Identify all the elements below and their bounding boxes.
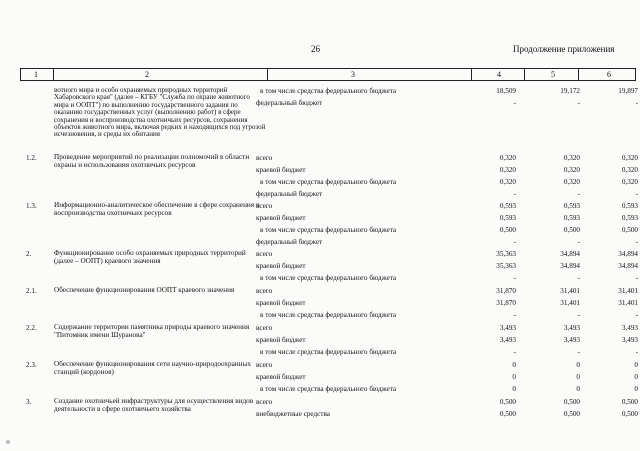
funding-line [20, 373, 636, 384]
value-col6: 3,493 [621, 324, 638, 332]
value-col5: - [577, 190, 580, 198]
value-col5: 0,320 [563, 178, 580, 186]
value-col4: - [513, 99, 516, 107]
value-col6: - [635, 99, 638, 107]
column-header: 3 [351, 70, 355, 79]
funding-line [20, 262, 636, 273]
funding-source: всего [256, 202, 273, 210]
value-col6: 0,593 [621, 202, 638, 210]
value-col4: 0,320 [499, 178, 516, 186]
value-col5: 34,894 [560, 262, 580, 270]
funding-line [20, 274, 636, 285]
funding-line [20, 214, 636, 225]
value-col6: 31,401 [618, 299, 638, 307]
value-col6: 0,320 [621, 178, 638, 186]
funding-source: всего [256, 361, 273, 369]
funding-source: краевой бюджет [256, 373, 306, 381]
value-col6: 19,897 [618, 87, 638, 95]
funding-source: краевой бюджет [256, 262, 306, 270]
value-col4: 35,363 [496, 250, 516, 258]
item-description: Информационно-аналитическое обеспечение в сфере сохранения и воспроизводства охотничьих ресурсов [54, 201, 260, 217]
value-col5: - [577, 99, 580, 107]
column-header: 1 [34, 70, 38, 79]
funding-line [20, 410, 636, 421]
value-col5: 0 [576, 385, 580, 393]
page-number: 26 [311, 44, 320, 54]
item-description: Функционирование особо охраняемых природных территорий (далее – ООПТ) краевого значения [54, 249, 246, 265]
funding-line [20, 190, 636, 201]
funding-source: всего [256, 287, 273, 295]
value-col4: 0,320 [499, 154, 516, 162]
item-number: 2.1. [26, 287, 37, 295]
column-divider [267, 69, 268, 80]
value-col5: 0,593 [563, 214, 580, 222]
funding-source: в том числе средства федерального бюджета [260, 385, 397, 393]
funding-source: всего [256, 250, 273, 258]
item-description: Создание охотничьей инфраструктуры для осуществления видов деятельности в сфере охотничьего хозяйства [54, 397, 254, 413]
value-col5: 31,401 [560, 299, 580, 307]
value-col6: 0,320 [621, 154, 638, 162]
item-number: 2. [26, 250, 32, 258]
value-col5: - [577, 348, 580, 356]
funding-source: всего [256, 154, 273, 162]
value-col6: 31,401 [618, 287, 638, 295]
table-header-row [20, 68, 636, 81]
value-col5: 3,493 [563, 336, 580, 344]
column-header: 6 [607, 70, 611, 79]
funding-line [20, 166, 636, 177]
value-col5: 0,320 [563, 154, 580, 162]
funding-source: всего [256, 324, 273, 332]
funding-line [20, 398, 636, 409]
value-col6: 34,894 [618, 250, 638, 258]
value-col5: 0,500 [563, 398, 580, 406]
funding-line [20, 202, 636, 213]
funding-source: федеральный бюджет [256, 99, 323, 107]
value-col5: 0 [576, 373, 580, 381]
item-description: Обеспечение функционирования сети научно-природоохранных станций (кордонов) [54, 360, 251, 376]
budget-table [20, 81, 636, 451]
page-header [0, 44, 640, 58]
value-col4: 0,593 [499, 214, 516, 222]
value-col4: 0,593 [499, 202, 516, 210]
column-divider [471, 69, 472, 80]
funding-source: краевой бюджет [256, 214, 306, 222]
value-col4: - [513, 274, 516, 282]
item-number: 2.3. [26, 361, 37, 369]
value-col6: 0,593 [621, 214, 638, 222]
value-col6: 0 [634, 385, 638, 393]
funding-line [20, 311, 636, 322]
funding-source: федеральный бюджет [256, 238, 323, 246]
funding-line [20, 324, 636, 335]
funding-line [20, 361, 636, 372]
funding-line [20, 250, 636, 261]
funding-source: в том числе средства федерального бюджета [260, 274, 397, 282]
value-col4: 0,500 [499, 410, 516, 418]
column-header: 2 [145, 70, 149, 79]
value-col6: - [635, 274, 638, 282]
item-number: 1.3. [26, 202, 37, 210]
item-number: 3. [26, 398, 32, 406]
value-col6: 0 [634, 361, 638, 369]
funding-line [20, 287, 636, 298]
value-col4: 0,500 [499, 398, 516, 406]
value-col5: 0,500 [563, 410, 580, 418]
funding-source: в том числе средства федерального бюджета [260, 348, 397, 356]
item-number: 2.2. [26, 324, 37, 332]
column-divider [53, 69, 54, 80]
value-col4: - [513, 238, 516, 246]
value-col5: 0,500 [563, 226, 580, 234]
column-divider [524, 69, 525, 80]
value-col6: - [635, 238, 638, 246]
value-col6: 0 [634, 373, 638, 381]
item-description: Проведение мероприятий по реализации полномочий в области охраны и использования охотничьих ресурсов [54, 153, 250, 169]
funding-line [20, 154, 636, 165]
funding-source: краевой бюджет [256, 336, 306, 344]
funding-line [20, 87, 636, 98]
value-col5: 0,320 [563, 166, 580, 174]
value-col5: 3,493 [563, 324, 580, 332]
value-col5: - [577, 274, 580, 282]
value-col6: 0,500 [621, 398, 638, 406]
funding-source: в том числе средства федерального бюджета [260, 178, 397, 186]
item-number: 1.2. [26, 154, 37, 162]
value-col4: 31,870 [496, 299, 516, 307]
funding-source: внебюджетные средства [256, 410, 330, 418]
value-col5: 31,401 [560, 287, 580, 295]
value-col5: 34,894 [560, 250, 580, 258]
value-col4: 18,509 [496, 87, 516, 95]
value-col4: 3,493 [499, 324, 516, 332]
item-description: Содержание территории памятника природы краевого значения "Питомник имени Шуранова" [54, 323, 250, 339]
funding-source: в том числе средства федерального бюджета [260, 226, 397, 234]
value-col4: 0 [512, 373, 516, 381]
funding-line [20, 178, 636, 189]
funding-source: федеральный бюджет [256, 190, 323, 198]
value-col4: 31,870 [496, 287, 516, 295]
value-col5: 0,593 [563, 202, 580, 210]
value-col5: 19,172 [560, 87, 580, 95]
funding-source: всего [256, 398, 273, 406]
funding-line [20, 385, 636, 396]
value-col6: - [635, 348, 638, 356]
funding-source: в том числе средства федерального бюджета [260, 311, 397, 319]
item-description: Обеспечение функционирования ООПТ краевого значения [54, 286, 235, 294]
value-col6: 0,500 [621, 226, 638, 234]
value-col4: - [513, 311, 516, 319]
item-description: вотного мира и особо охраняемых природных территорий Хабаровского края" (далее – КГБУ "Служба по охране животного мира и ООПТ") по выполнению государственного задания по оказанию государственных услуг (выполнению работ) в сфере сохранения и воспроизводства охотничьих ресурсов, сохранения объектов животного мира, включая редких и находящихся под угрозой исчезновения, и среды их обитания [54, 86, 266, 139]
value-col4: 0,320 [499, 166, 516, 174]
value-col5: - [577, 311, 580, 319]
value-col5: - [577, 238, 580, 246]
funding-line [20, 348, 636, 359]
column-divider [578, 69, 579, 80]
value-col4: - [513, 190, 516, 198]
funding-source: в том числе средства федерального бюджета [260, 87, 397, 95]
value-col4: 35,363 [496, 262, 516, 270]
value-col4: 3,493 [499, 336, 516, 344]
value-col6: 3,493 [621, 336, 638, 344]
value-col4: - [513, 348, 516, 356]
value-col4: 0,500 [499, 226, 516, 234]
value-col6: 34,894 [618, 262, 638, 270]
scan-mark [6, 440, 10, 444]
funding-line [20, 238, 636, 249]
column-header: 4 [497, 70, 501, 79]
value-col6: - [635, 311, 638, 319]
funding-line [20, 226, 636, 237]
funding-source: краевой бюджет [256, 299, 306, 307]
funding-line [20, 336, 636, 347]
funding-line [20, 299, 636, 310]
funding-line [20, 99, 636, 110]
value-col4: 0 [512, 385, 516, 393]
value-col5: 0 [576, 361, 580, 369]
funding-source: краевой бюджет [256, 166, 306, 174]
continuation-label: Продолжение приложения [513, 44, 615, 54]
column-header: 5 [551, 70, 555, 79]
value-col4: 0 [512, 361, 516, 369]
value-col6: - [635, 190, 638, 198]
value-col6: 0,320 [621, 166, 638, 174]
value-col6: 0,500 [621, 410, 638, 418]
